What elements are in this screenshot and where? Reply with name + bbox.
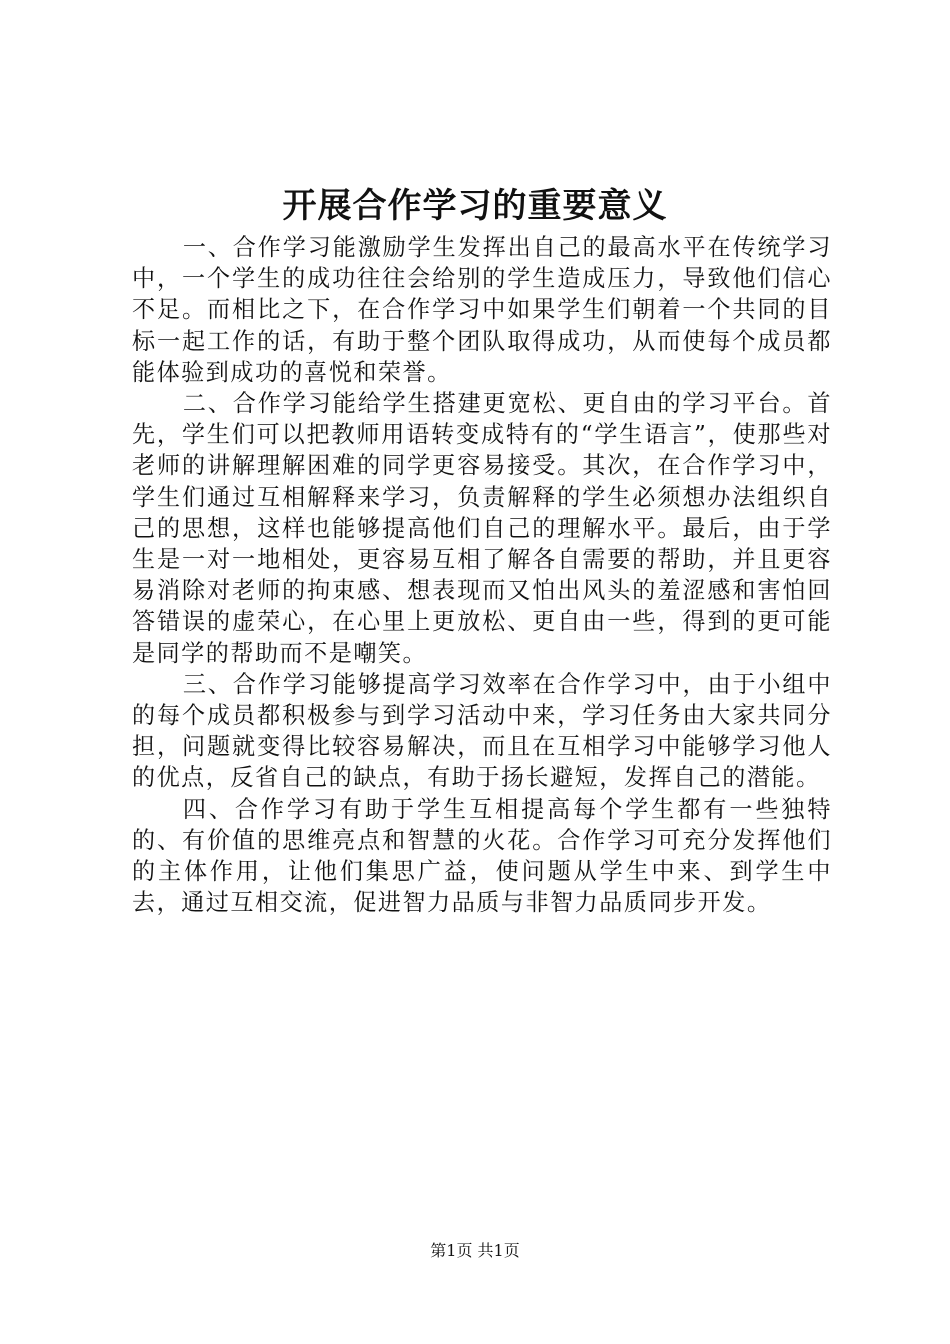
- page-footer: 第1页 共1页: [430, 1241, 520, 1260]
- paragraph-2: 二、合作学习能给学生搭建更宽松、更自由的学习平台。首先，学生们可以把教师用语转变成特有的“学生语言”，使那些对老师的讲解理解困难的同学更容易接受。其次，在合作学习中，学生们通过互相解释来学习，负责解释的学生必须想办法组织自己的思想，这样也能够提高他们自己的理解水平。最后，由于学生是一对一地相处，更容易互相了解各自需要的帮助，并且更容易消除对老师的拘束感、想表现而又怕出风头的羞涩感和害怕回答错误的虚荣心，在心里上更放松、更自由一些，得到的更可能是同学的帮助而不是嘲笑。: [132, 391, 832, 667]
- paragraph-1: 一、合作学习能激励学生发挥出自己的最高水平在传统学习中，一个学生的成功往往会给别的学生造成压力，导致他们信心不足。而相比之下，在合作学习中如果学生们朝着一个共同的目标一起工作的话，有助于整个团队取得成功，从而使每个成员都能体验到成功的喜悦和荣誉。: [132, 235, 832, 386]
- document-title: 开展合作学习的重要意义: [282, 186, 668, 226]
- paragraph-4: 四、合作学习有助于学生互相提高每个学生都有一些独特的、有价值的思维亮点和智慧的火花。合作学习可充分发挥他们的主体作用，让他们集思广益，使问题从学生中来、到学生中去，通过互相交流，促进智力品质与非智力品质同步开发。: [132, 796, 832, 917]
- document-body: [132, 233, 832, 919]
- paragraph-3: 三、合作学习能够提高学习效率在合作学习中，由于小组中的每个成员都积极参与到学习活动中来，学习任务由大家共同分担，问题就变得比较容易解决，而且在互相学习中能够学习他人的优点，反省自己的缺点，有助于扬长避短，发挥自己的潜能。: [132, 671, 832, 792]
